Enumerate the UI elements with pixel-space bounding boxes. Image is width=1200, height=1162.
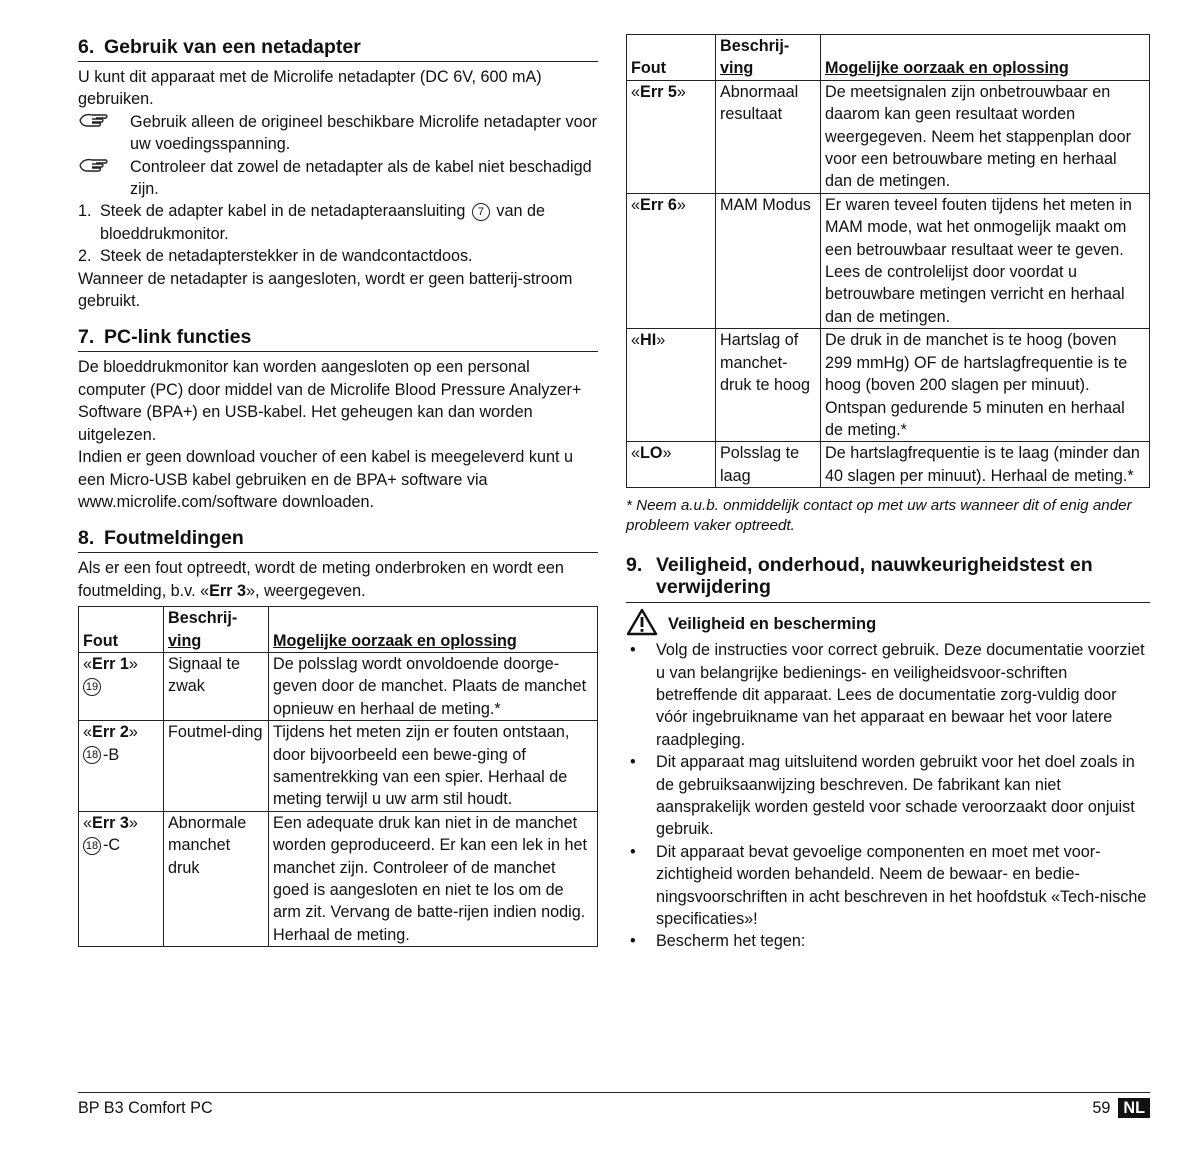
- reference-suffix: -C: [103, 836, 121, 855]
- safety-subheading: [626, 609, 1150, 639]
- bullet-text: Dit apparaat mag uitsluitend worden gebruikt voor het doel zoals in de gebruiksaanwijzing beschreven. De fabrikant kan niet aansprakelijk worden gesteld voor schade veroorzaakt door onjuist gebruik.: [656, 753, 1135, 839]
- cause-solution-cell: Een adequate druk kan niet in de manchet worden geproduceerd. Er kan een lek in het manchet zijn. Controleer of de manchet goed is aangesloten en niet te los om de arm zit. Vervang de batte-rijen indien nodig. Herhaal de meting.: [269, 811, 598, 946]
- description-cell: Foutmel-ding: [164, 721, 269, 812]
- hint-text: Gebruik alleen de origineel beschikbare Microlife netadapter voor uw voedingsspanning.: [130, 112, 598, 154]
- cause-solution-cell: De meetsignalen zijn onbetrouwbaar en daarom kan geen resultaat worden weergegeven. Neem het stappenplan door voor een betrouwbare meting en herhaal dan de metingen.: [821, 80, 1150, 193]
- numbered-step: [78, 245, 598, 267]
- section-title: Gebruik van een netadapter: [104, 36, 361, 58]
- table-row: [627, 193, 1150, 328]
- bullet-text: Dit apparaat bevat gevoelige componenten en moet met voor-zichtigheid worden behandeld. Neem de bewaar- en bedie-ningsvoorschriften in acht beschreven in het hoofdstuk «Tech-nische specificaties»!: [656, 842, 1147, 928]
- error-code-cell: «HI»: [627, 329, 716, 442]
- intro-text-b: », weergegeven.: [245, 581, 366, 600]
- description-cell: Signaal te zwak: [164, 652, 269, 720]
- bullet-dot-icon: •: [630, 753, 636, 772]
- error-code: LO: [640, 444, 663, 463]
- step-number: 2.: [78, 247, 92, 266]
- warning-triangle-icon: [626, 608, 668, 641]
- bullet-dot-icon: •: [630, 641, 636, 660]
- error-code: HI: [640, 331, 657, 350]
- section-7-heading: [78, 324, 598, 352]
- paragraph: Wanneer de netadapter is aangesloten, wordt er geen batterij-stroom gebruikt.: [78, 269, 573, 311]
- left-column: [78, 34, 598, 947]
- error-table-right: [626, 34, 1150, 488]
- reference-number: 19: [83, 678, 101, 696]
- section-8-heading: [78, 525, 598, 553]
- cause-solution-cell: Tijdens het meten zijn er fouten ontstaan, door bijvoorbeeld een bewe-ging of samentrekking van een spier. Herhaal de meting terwijl u uw arm stil houdt.: [269, 721, 598, 812]
- description-cell: MAM Modus: [716, 193, 821, 328]
- description-cell: Abnormaal resultaat: [716, 80, 821, 193]
- error-code-cell: «Err 2» 18 -B: [79, 721, 164, 812]
- error-code-cell: «Err 5»: [627, 80, 716, 193]
- description-cell: Polsslag te laag: [716, 442, 821, 488]
- section-number: 8.: [78, 527, 95, 550]
- table-row: [627, 329, 1150, 442]
- header-beschrijving: Beschrij- ving: [716, 35, 821, 81]
- paragraph: [78, 557, 598, 602]
- error-code-cell: «LO»: [627, 442, 716, 488]
- table-row: [79, 811, 598, 946]
- header-beschrijving: Beschrij- ving: [164, 607, 269, 653]
- paragraph: Indien er geen download voucher of een kabel is meegeleverd kunt u een Micro-USB kabel gebruiken en de BPA+ software via www.microlife.com/software downloaden.: [78, 448, 573, 511]
- header-fout: Fout: [79, 607, 164, 653]
- footer-page: [1092, 1099, 1150, 1118]
- reference-number: 18: [83, 837, 101, 855]
- hint-text: Controleer dat zowel de netadapter als de kabel niet beschadigd zijn.: [130, 157, 592, 199]
- pointing-hand-icon: [78, 156, 130, 201]
- reference-number: 18: [83, 746, 101, 764]
- safety-bullet-list: [626, 639, 1150, 953]
- error-code: Err 3: [92, 813, 129, 832]
- subheading-text: Veiligheid en bescherming: [668, 614, 877, 633]
- footnote: * Neem a.u.b. onmiddelijk contact op met uw arts wanneer dit of enig ander probleem vaker optreedt.: [626, 497, 1132, 535]
- bullet-text: Volg de instructies voor correct gebruik. Deze documentatie voorziet u van belangrijke bedienings- en veiligheidsvoor-schriften betreffende dit apparaat. Lees de documentatie zorg-vuldig door vóór ingebruikname van het apparaat en bewaar het voor latere raadpleging.: [656, 641, 1145, 749]
- section-title: Foutmeldingen: [104, 527, 244, 550]
- hint-item: [78, 156, 598, 201]
- step-text-b: van de bloeddrukmonitor.: [100, 202, 545, 243]
- page-footer: [78, 1092, 1150, 1118]
- error-code: Err 5: [640, 82, 677, 101]
- section-number: 9.: [626, 554, 643, 577]
- header-oorzaak: Mogelijke oorzaak en oplossing: [821, 35, 1150, 81]
- cause-solution-cell: De polsslag wordt onvoldoende doorge-geven door de manchet. Plaats de manchet opnieuw en herhaal de meting.*: [269, 652, 598, 720]
- bullet-item: [626, 751, 1150, 841]
- cause-solution-cell: Er waren teveel fouten tijdens het meten in MAM mode, wat het onmogelijk maakt om een betrouwbaar resultaat weer te geven. Lees de controlelijst door voordat u betrouwbare metingen verricht en herhaal dan de metingen.: [821, 193, 1150, 328]
- table-header-row: [627, 35, 1150, 81]
- description-cell: Hartslag of manchet-druk te hoog: [716, 329, 821, 442]
- cause-solution-cell: De hartslagfrequentie is te laag (minder dan 40 slagen per minuut). Herhaal de meting.*: [821, 442, 1150, 488]
- section-title: PC-link functies: [104, 326, 252, 349]
- error-code-cell: «Err 1» 19: [79, 652, 164, 720]
- footer-model: BP B3 Comfort PC: [78, 1099, 213, 1117]
- section-6-heading: [78, 34, 598, 62]
- section-title: Veiligheid, onderhoud, nauwkeurigheidstest en verwijdering: [656, 554, 1093, 599]
- error-code: Err 6: [640, 195, 677, 214]
- error-table-left: [78, 606, 598, 947]
- section-number: 7.: [78, 326, 95, 349]
- bullet-item: [626, 841, 1150, 931]
- table-row: [79, 652, 598, 720]
- error-code: Err 1: [92, 654, 129, 673]
- pointing-hand-icon: [78, 111, 130, 156]
- bullet-item: [626, 639, 1150, 751]
- numbered-step: [78, 200, 598, 245]
- reference-number: 7: [472, 203, 490, 221]
- cause-solution-cell: De druk in de manchet is te hoog (boven 299 mmHg) OF de hartslagfrequentie is te hoog (boven 200 slagen per minuut). Ontspan gedurende 5 minuten en herhaal de meting.*: [821, 329, 1150, 442]
- paragraph: U kunt dit apparaat met de Microlife netadapter (DC 6V, 600 mA) gebruiken.: [78, 68, 542, 109]
- reference-suffix: -B: [103, 745, 120, 764]
- step-text: Steek de netadapterstekker in de wandcontactdoos.: [100, 247, 473, 266]
- header-oorzaak: Mogelijke oorzaak en oplossing: [269, 607, 598, 653]
- hint-item: [78, 111, 598, 156]
- section-number: 6.: [78, 36, 95, 58]
- error-code: Err 2: [92, 723, 129, 742]
- section-9-heading: [626, 536, 1150, 603]
- error-code: Err 3: [209, 581, 246, 600]
- table-header-row: [79, 607, 598, 653]
- error-code-cell: «Err 6»: [627, 193, 716, 328]
- table-row: [627, 80, 1150, 193]
- bullet-item: [626, 930, 1150, 952]
- step-text: [100, 200, 598, 245]
- header-fout: Fout: [627, 35, 716, 81]
- description-cell: Abnormale manchet druk: [164, 811, 269, 946]
- bullet-dot-icon: •: [630, 842, 636, 861]
- language-badge: NL: [1118, 1098, 1150, 1118]
- right-column: [626, 34, 1150, 953]
- table-row: [79, 721, 598, 812]
- step-number: 1.: [78, 202, 92, 221]
- table-row: [627, 442, 1150, 488]
- bullet-text: Bescherm het tegen:: [656, 932, 806, 951]
- page-number: 59: [1092, 1099, 1111, 1117]
- bullet-dot-icon: •: [630, 932, 636, 951]
- error-code-cell: «Err 3» 18 -C: [79, 811, 164, 946]
- paragraph: De bloeddrukmonitor kan worden aangesloten op een personal computer (PC) door middel van de Microlife Blood Pressure Analyzer+ Software (BPA+) en USB-kabel. Het geheugen kan dan worden uitgelezen.: [78, 358, 582, 444]
- intro-text-a: Als er een fout optreedt, wordt de meting onderbroken en wordt een foutmelding, b.v. «: [78, 559, 564, 600]
- step-text-a: Steek de adapter kabel in de netadapteraansluiting: [100, 202, 466, 221]
